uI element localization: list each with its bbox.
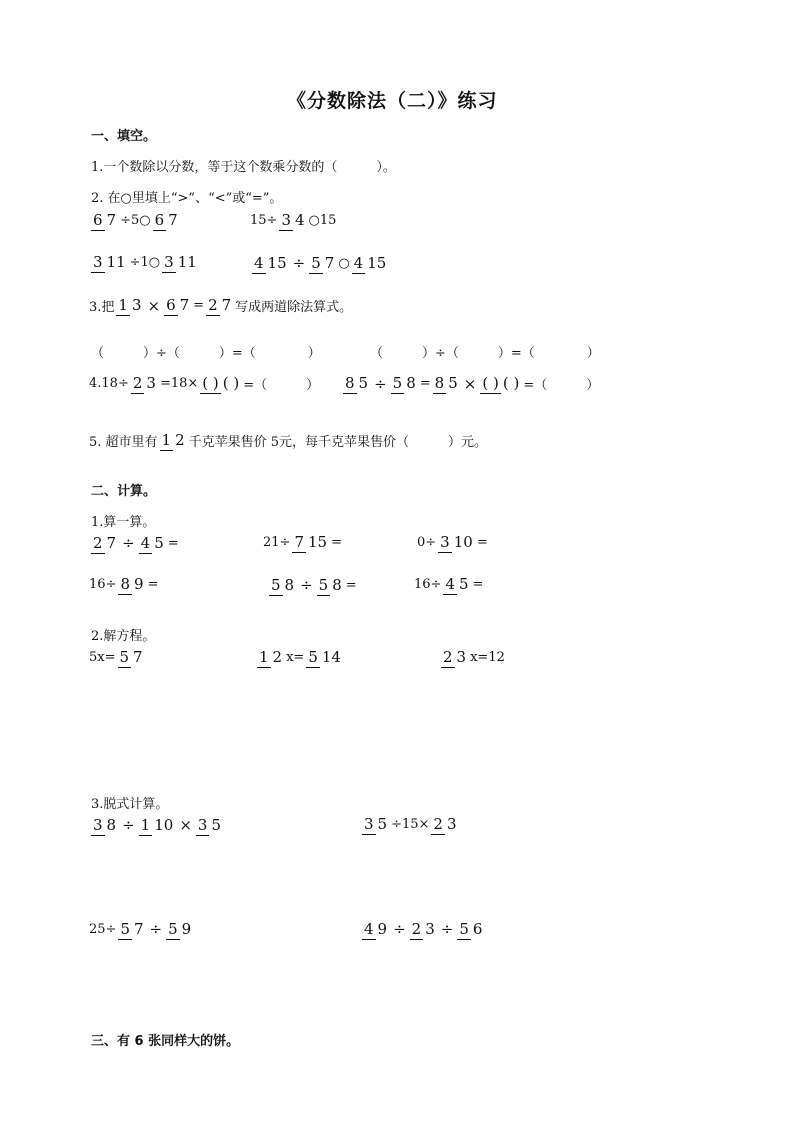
numerator: 4 — [364, 919, 374, 938]
denominator: 7 — [133, 919, 144, 938]
expression-text: 16÷ — [414, 577, 442, 592]
numerator: 2 — [443, 648, 453, 666]
part-2-label: 2.解方程。 — [91, 629, 156, 644]
question-2: 2. 在○里填上“>”、“<”或“=”。 — [91, 191, 283, 206]
calc-1 — [89, 534, 179, 552]
denominator: 5 — [448, 374, 458, 392]
fraction — [91, 817, 118, 834]
expression-text: ÷ — [440, 920, 454, 938]
numerator: 8 — [120, 575, 130, 593]
denominator: 7 — [106, 211, 117, 229]
expression-text: × — [147, 296, 161, 315]
expression-text: ÷5○ — [120, 213, 151, 228]
fraction — [410, 921, 437, 938]
numerator: 5 — [168, 919, 178, 938]
calc-5 — [267, 576, 357, 594]
fraction — [457, 921, 484, 938]
expression-text: ÷ — [122, 816, 135, 834]
denominator: 6 — [472, 919, 483, 938]
expression-text: ÷ — [122, 534, 135, 552]
expression-text: × — [463, 374, 477, 393]
numerator: 5 — [308, 648, 318, 666]
calc-6 — [414, 576, 483, 593]
expression-text: ÷ — [393, 920, 406, 938]
calc-4 — [89, 576, 158, 593]
fraction — [91, 535, 118, 552]
fraction — [362, 921, 389, 938]
question-1: 1.一个数除以分数，等于这个数乘分数的（ ）。 — [91, 160, 396, 175]
denominator: 10 — [154, 815, 174, 834]
section-heading-pancakes: 三、有 6 张同样大的饼。 — [91, 1034, 240, 1049]
page-title: 《分数除法（二）》练习 — [287, 90, 498, 112]
denominator: 15 — [367, 253, 387, 272]
expression-text: 21÷ — [263, 535, 291, 550]
numerator: 5 — [311, 253, 321, 272]
fraction — [91, 212, 118, 229]
fraction — [118, 649, 145, 666]
expression-text: = — [193, 298, 205, 313]
numerator: 4 — [353, 253, 364, 272]
numerator: 2 — [93, 533, 103, 552]
denominator: ( ) — [502, 374, 520, 392]
expression-text: = — [472, 577, 484, 592]
numerator: 1 — [118, 296, 128, 314]
expression-text: x=12 — [470, 650, 505, 665]
expression-text: 千克苹果售价 5元，每千克苹果售价（ ）元。 — [188, 435, 488, 450]
denominator: 5 — [211, 815, 221, 834]
fraction — [441, 649, 468, 666]
equation-3 — [439, 649, 505, 666]
fraction — [443, 576, 470, 593]
expression-text: ÷1○ — [129, 255, 161, 270]
numerator: 5 — [271, 575, 281, 594]
question-4a — [89, 374, 319, 393]
numerator: 8 — [345, 374, 355, 392]
denominator: ( ) — [222, 374, 240, 392]
numerator: 5 — [120, 919, 130, 938]
expression-text: ÷ — [374, 374, 387, 393]
denominator: 3 — [425, 919, 435, 938]
expression-text: 4.18÷ — [89, 376, 129, 391]
fraction — [433, 375, 460, 392]
denominator: 9 — [133, 575, 144, 593]
numerator: 5 — [459, 919, 469, 938]
numerator: 1 — [259, 648, 269, 666]
compare-d — [250, 254, 390, 272]
expression-text: ○ — [338, 255, 350, 271]
denominator: 3 — [446, 815, 457, 833]
fraction — [306, 649, 343, 666]
expression-text: = — [476, 535, 488, 550]
expression-text: =（ ） — [523, 378, 600, 393]
numerator: 6 — [166, 296, 176, 314]
expression-text: 5. 超市里有 — [89, 435, 158, 450]
expression-text: 写成两道除法算式。 — [235, 300, 353, 315]
numerator: 4 — [140, 533, 151, 552]
denominator: 3 — [146, 374, 156, 392]
fraction — [118, 921, 145, 938]
fraction — [292, 534, 329, 551]
calc-2 — [263, 534, 342, 551]
expression-text: = — [345, 577, 357, 593]
expression-text: ÷15× — [391, 817, 430, 832]
denominator: 9 — [181, 919, 192, 938]
denominator: 8 — [406, 374, 416, 392]
denominator: 11 — [106, 253, 126, 271]
blank-fraction — [480, 375, 521, 392]
step-calc-1 — [89, 816, 225, 834]
q3-blank-2: （ ）÷（ ）=（ ） — [370, 346, 600, 361]
fraction — [252, 255, 289, 272]
denominator: 10 — [453, 533, 473, 551]
fraction — [431, 816, 458, 833]
fraction — [438, 534, 475, 551]
numerator: 4 — [254, 253, 264, 272]
denominator: 8 — [332, 575, 342, 594]
denominator: 15 — [267, 253, 287, 272]
denominator: 7 — [324, 253, 335, 272]
denominator: 4 — [294, 211, 305, 229]
denominator: 7 — [221, 296, 232, 314]
step-calc-3 — [89, 920, 195, 938]
numerator: 5 — [119, 648, 130, 666]
part-1-label: 1.算一算。 — [91, 515, 156, 530]
denominator: 2 — [175, 431, 185, 449]
expression-text: = — [331, 535, 342, 550]
expression-text: =18× — [159, 376, 199, 391]
denominator: 9 — [377, 919, 388, 938]
fraction — [160, 432, 187, 449]
expression-text: ÷ — [300, 576, 313, 594]
fraction — [279, 212, 306, 229]
fraction — [269, 577, 296, 594]
question-4b — [341, 374, 599, 393]
numerator: 1 — [140, 815, 151, 834]
numerator: 5 — [392, 374, 403, 392]
expression-text: = — [147, 577, 159, 592]
fraction — [257, 649, 284, 666]
question-3 — [89, 296, 352, 315]
expression-text: ○15 — [308, 213, 337, 228]
expression-text: x= — [286, 650, 305, 665]
fraction — [343, 375, 370, 392]
fraction — [162, 254, 199, 271]
expression-text: =（ ） — [243, 378, 320, 393]
denominator: 7 — [106, 533, 117, 552]
expression-text: = — [167, 535, 179, 551]
fraction — [118, 576, 145, 593]
fraction — [166, 921, 193, 938]
expression-text: 5x= — [89, 650, 116, 665]
numerator: 1 — [161, 431, 172, 449]
denominator: 11 — [177, 253, 197, 271]
expression-text: = — [419, 376, 431, 391]
fraction — [196, 817, 223, 834]
fraction — [206, 297, 233, 314]
denominator: 14 — [321, 648, 341, 666]
numerator: 2 — [208, 296, 218, 314]
denominator: 15 — [307, 533, 328, 551]
q3-blank-1: （ ）÷（ ）=（ ） — [91, 346, 321, 361]
expression-text: ÷ — [149, 920, 163, 938]
denominator: 3 — [456, 648, 467, 666]
denominator: 7 — [168, 211, 178, 229]
step-calc-4 — [360, 920, 486, 938]
numerator: 2 — [132, 374, 143, 392]
compare-a — [89, 212, 182, 229]
numerator: 6 — [154, 211, 165, 229]
fraction — [131, 375, 158, 392]
expression-text: 25÷ — [89, 921, 117, 937]
numerator: 2 — [433, 815, 443, 833]
numerator: 3 — [93, 815, 103, 834]
numerator: 5 — [318, 575, 329, 594]
compare-c — [89, 254, 201, 271]
section-heading-fill-blanks: 一、填空。 — [91, 129, 157, 144]
numerator: 2 — [411, 919, 422, 938]
blank-fraction — [200, 375, 241, 392]
fraction — [91, 254, 128, 271]
numerator: 3 — [197, 815, 208, 834]
denominator: 7 — [133, 648, 143, 666]
denominator: 5 — [458, 575, 469, 593]
calc-3 — [417, 534, 488, 551]
equation-1 — [89, 649, 147, 666]
denominator: 3 — [131, 296, 142, 314]
numerator: 3 — [164, 253, 174, 271]
denominator: 5 — [154, 533, 164, 552]
compare-b — [250, 212, 336, 229]
fraction — [139, 535, 166, 552]
numerator: 8 — [434, 374, 445, 392]
numerator: 7 — [294, 533, 304, 551]
denominator: 8 — [284, 575, 295, 594]
numerator: 3 — [93, 253, 103, 271]
denominator: 2 — [272, 648, 283, 666]
expression-text: 16÷ — [89, 577, 117, 592]
expression-text: 3.把 — [89, 300, 115, 315]
equation-2 — [255, 649, 345, 666]
fraction — [391, 375, 418, 392]
part-3-label: 3.脱式计算。 — [91, 797, 169, 812]
fraction — [116, 297, 143, 314]
step-calc-2 — [360, 816, 461, 833]
denominator: 5 — [377, 815, 388, 833]
fraction — [153, 212, 180, 229]
numerator: ( ) — [482, 374, 499, 392]
fraction — [317, 577, 344, 594]
numerator: 3 — [440, 533, 450, 551]
expression-text: 15÷ — [250, 213, 278, 228]
section-heading-calculate: 二、计算。 — [91, 484, 157, 499]
numerator: 3 — [364, 815, 374, 833]
denominator: 8 — [106, 815, 117, 834]
numerator: 3 — [281, 211, 291, 229]
fraction — [362, 816, 389, 833]
expression-text: 0÷ — [417, 535, 437, 550]
numerator: 6 — [93, 211, 103, 229]
fraction — [164, 297, 191, 314]
fraction — [352, 255, 389, 272]
fraction — [139, 817, 176, 834]
numerator: ( ) — [202, 374, 219, 392]
denominator: 5 — [358, 374, 369, 392]
expression-text: × — [179, 816, 192, 834]
expression-text: ÷ — [292, 254, 306, 272]
denominator: 7 — [179, 296, 190, 314]
numerator: 4 — [445, 575, 455, 593]
question-5 — [89, 431, 487, 450]
fraction — [309, 255, 336, 272]
